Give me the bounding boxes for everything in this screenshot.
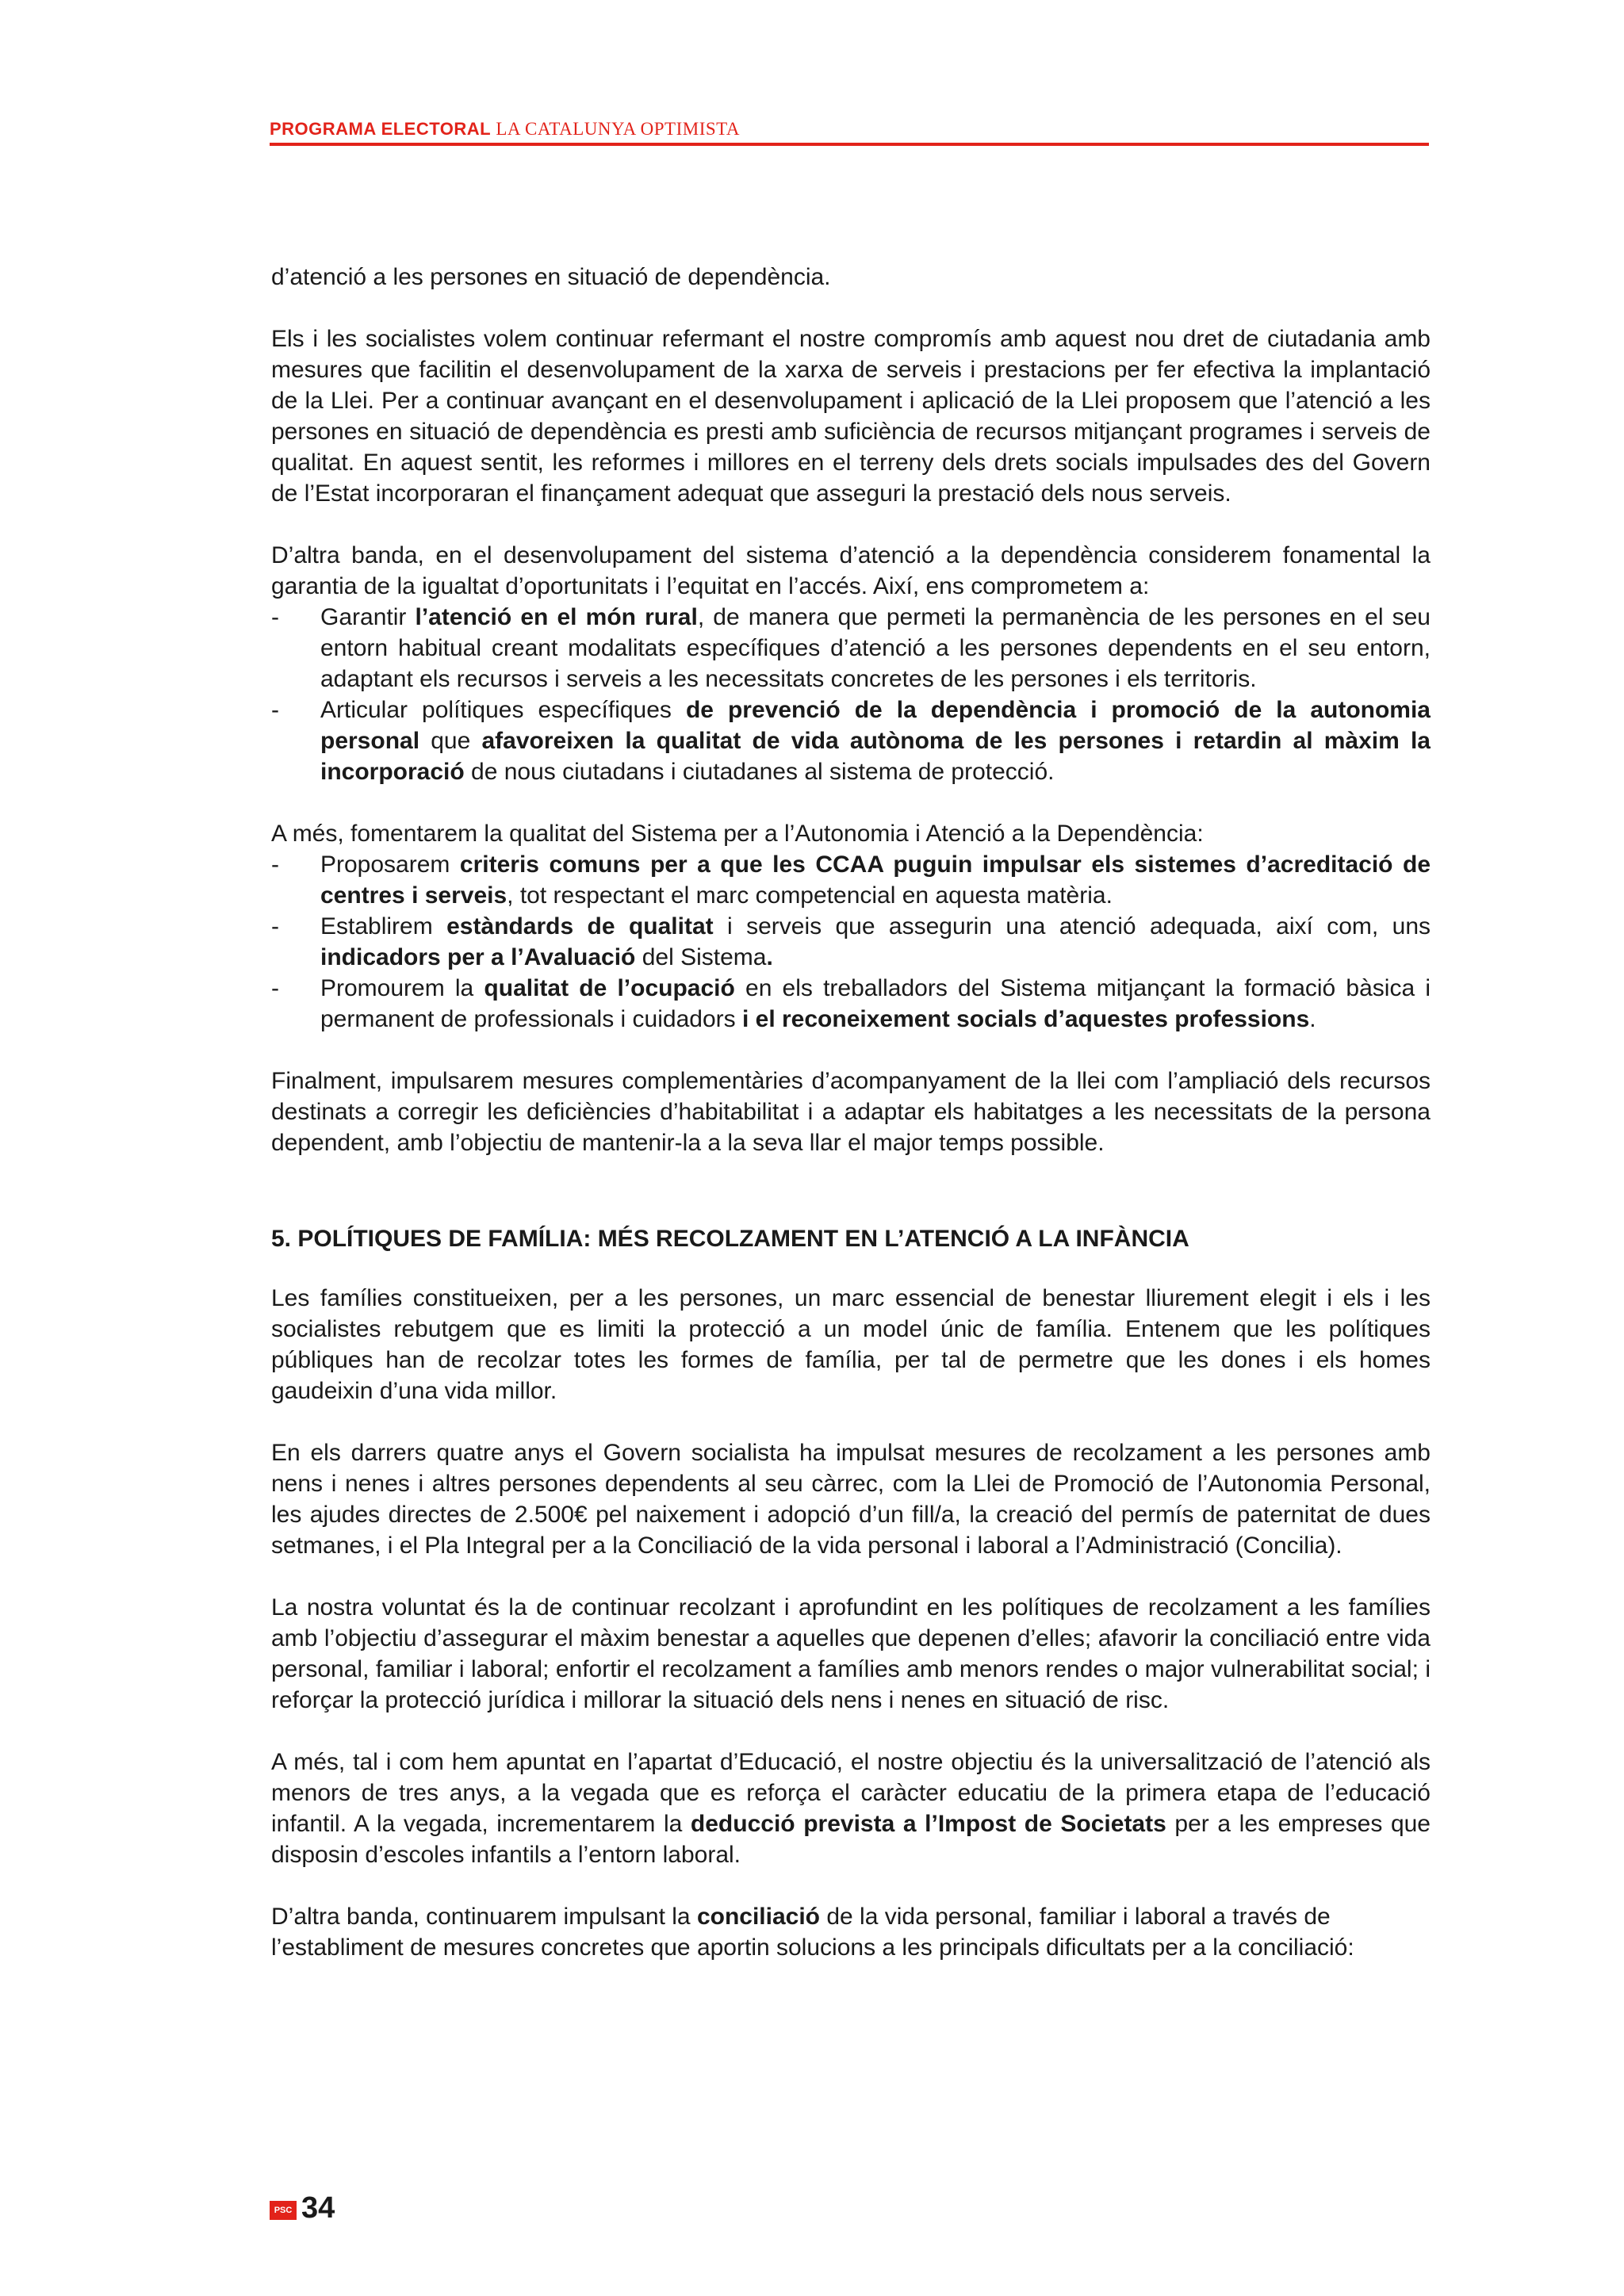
page-footer — [270, 2188, 335, 2223]
section-heading: 5. POLÍTIQUES DE FAMÍLIA: MÉS RECOLZAMENT EN L’ATENCIÓ A LA INFÀNCIA — [271, 1226, 1189, 1252]
paragraph: En els darrers quatre anys el Govern socialista ha impulsat mesures de recolzament a les persones amb nens i nenes i altres persones dependents al seu càrrec, com la Llei de Promoció de l’Autonomia Personal, les ajudes directes de 2.500€ pel naixement i adopció d’un fill/a, la creació del permís de paternitat de dues setmanes, i el Pla Integral per a la Conciliació de la vida personal i laboral a l’Administració (Concilia). — [271, 1440, 1431, 1559]
list-item: - Articular polítiques específiques de prevenció de la dependència i promoció de la autonomia personal que afavoreixen la qualitat de vida autònoma de les persones i retardin al màxim la incorporació de nous ciutadans i ciutadanes al sistema de protecció. — [271, 695, 1431, 787]
header-title: LA CATALUNYA OPTIMISTA — [491, 119, 740, 139]
paragraph: Els i les socialistes volem continuar refermant el nostre compromís amb aquest nou dret de ciutadania amb mesures que facilitin el desenvolupament de la xarxa de serveis i prestacions per fer efectiva la implantació de la Llei. Per a continuar avançant en el desenvolupament i aplicació de la Llei proposem que l’atenció a les persones en situació de dependència es presti amb suficiència de recursos mitjançant programes i serveis de qualitat. En aquest sentit, les reformes i millores en el terreny dels drets socials impulsades des del Govern de l’Estat incorporaran el finançament adequat que asseguri la prestació dels nous serveis. — [271, 326, 1431, 507]
running-header — [270, 119, 1429, 146]
list-item: - Proposarem criteris comuns per a que les CCAA puguin impulsar els sistemes d’acreditació de centres i serveis, tot respectant el marc competencial en aquesta matèria. — [271, 849, 1431, 911]
paragraph: La nostra voluntat és la de continuar recolzant i aprofundint en les polítiques de recolzament a les famílies amb l’objectiu d’assegurar el màxim benestar a aquelles que depenen d’elles; afavorir la conciliació entre vida personal, familiar i laboral; enfortir el recolzament a famílies amb menors rendes o major vulnerabilitat social; i reforçar la protecció jurídica i millorar la situació dels nens i nenes en situació de risc. — [271, 1594, 1431, 1713]
list-item: - Promourem la qualitat de l’ocupació en els treballadors del Sistema mitjançant la formació bàsica i permanent de professionals i cuidadors i el reconeixement socials d’aquestes professions. — [271, 973, 1431, 1035]
list-item: - Establirem estàndards de qualitat i serveis que assegurin una atenció adequada, així com, uns indicadors per a l’Avaluació del Sistema. — [271, 911, 1431, 973]
header-program-label: PROGRAMA ELECTORAL — [270, 119, 492, 139]
page-number: 34 — [301, 2191, 335, 2225]
list-item: - Garantir l’atenció en el món rural, de manera que permeti la permanència de les persones en el seu entorn habitual creant modalitats específiques d’atenció a les persones dependents en el seu entorn, adaptant els recursos i serveis a les necessitats concretes de les persones i els territoris. — [271, 602, 1431, 695]
paragraph: D’altra banda, continuarem impulsant la conciliació de la vida personal, familiar i laboral a través de l’establiment de mesures concretes que aportin solucions a les principals dificultats per a la conciliació: — [271, 1904, 1354, 1961]
paragraph: A més, tal i com hem apuntat en l’apartat d’Educació, el nostre objectiu és la universalització de l’atenció als menors de tres anys, a la vegada que es reforça el caràcter educatiu de la primera etapa de l’educació infantil. A la vegada, incrementarem la deducció prevista a l’Impost de Societats per a les empreses que disposin d’escoles infantils a l’entorn laboral. — [271, 1749, 1431, 1868]
paragraph: Les famílies constitueixen, per a les persones, un marc essencial de benestar lliurement elegit i els i les socialistes rebutgem que es limiti la protecció a un model únic de família. Entenem que les polítiques públiques han de recolzar totes les formes de família, per tal de permetre que les dones i els homes gaudeixin d’una vida millor. — [271, 1285, 1431, 1404]
bullet-list — [271, 849, 1431, 1035]
paragraph: Finalment, impulsarem mesures complementàries d’acompanyament de la llei com l’ampliació dels recursos destinats a corregir les deficiències d’habitabilitat i a adaptar els habitatges a les necessitats de la persona dependent, amb l’objectiu de mantenir-la a la seva llar el major temps possible. — [271, 1068, 1431, 1156]
paragraph: d’atenció a les persones en situació de dependència. — [271, 264, 831, 290]
paragraph: A més, fomentarem la qualitat del Sistema per a l’Autonomia i Atenció a la Dependència: — [271, 821, 1204, 847]
paragraph: D’altra banda, en el desenvolupament del sistema d’atenció a la dependència considerem fonamental la garantia de la igualtat d’oportunitats i l’equitat en l’accés. Així, ens comprometem a: — [271, 542, 1431, 599]
bullet-list — [271, 602, 1431, 787]
psc-logo-icon: PSC — [270, 2201, 297, 2220]
document-body — [271, 262, 1431, 1963]
